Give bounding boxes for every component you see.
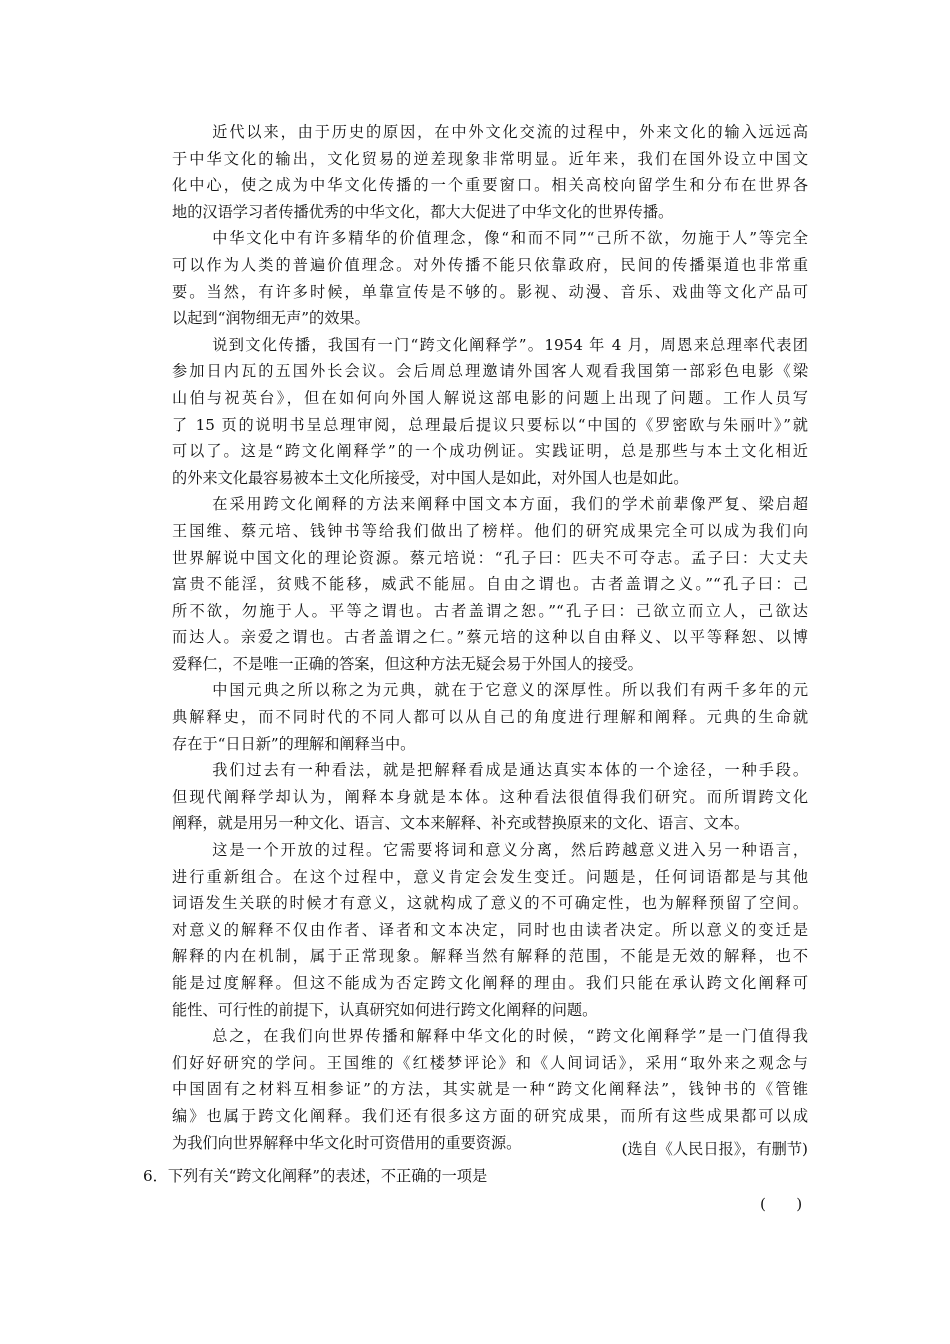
question-6 [143, 1163, 487, 1189]
question-text: 下列有关“跨文化阐释”的表述，不正确的一项是 [167, 1167, 488, 1185]
paragraph-line: 说到文化传播，我国有一门“跨文化阐释学”。1954 年 4 月，周恩来总理率代表团 [212, 335, 808, 354]
paragraph-line: 可以了。这是“跨文化阐释学”的一个成功例证。实践证明，总是那些与本土文化相近 [172, 442, 808, 461]
paragraph-line: 地的汉语学习者传播优秀的中华文化，都大大促进了中华文化的世界传播。 [172, 202, 674, 221]
paragraph-line: 世界解说中国文化的理论资源。蔡元培说：“孔子曰：匹夫不可夺志。孟子曰：大丈夫 [172, 548, 808, 567]
answer-bracket: ( ) [760, 1195, 803, 1213]
paragraph-line: 能性、可行性的前提下，认真研究如何进行跨文化阐释的问题。 [172, 1000, 598, 1019]
paragraph-line: 而达人。亲爱之谓也。古者盖谓之仁。”蔡元培的这种以自由释义、以平等释恕、以博 [172, 628, 808, 647]
paragraph-line: 化中心，使之成为中华文化传播的一个重要窗口。相关高校向留学生和分布在世界各 [172, 176, 808, 195]
paragraph-line: 为我们向世界解释中华文化时可资借用的重要资源。 [172, 1133, 522, 1152]
paragraph-line: 阐释，就是用另一种文化、语言、文本来解释、补充或替换原来的文化、语言、文本。 [172, 814, 750, 833]
paragraph-line: 参加日内瓦的五国外长会议。会后周总理邀请外国客人观看我国第一部彩色电影《梁 [172, 362, 808, 381]
paragraph-line: 可以作为人类的普遍价值理念。对外传播不能只依靠政府，民间的传播渠道也非常重 [172, 255, 808, 274]
article-paragraph [172, 837, 808, 1023]
article-paragraph [172, 119, 808, 225]
article-paragraph [172, 677, 808, 757]
paragraph-line: 解释的内在机制，属于正常现象。解释当然有解释的范围，不能是无效的解释，也不 [172, 947, 808, 966]
paragraph-line: 存在于“日日新”的理解和阐释当中。 [172, 734, 416, 753]
paragraph-line: 但现代阐释学却认为，阐释本身就是本体。这种看法很值得我们研究。而所谓跨文化 [172, 787, 808, 806]
article-paragraph [172, 225, 808, 331]
paragraph-line: 这是一个开放的过程。它需要将词和意义分离，然后跨越意义进入另一种语言， [212, 841, 808, 860]
paragraph-line: 典解释史，而不同时代的不同人都可以从自己的角度进行理解和阐释。元典的生命就 [172, 708, 808, 727]
article-source: (选自《人民日报》，有删节) [621, 1140, 808, 1158]
paragraph-line: 以起到“润物细无声”的效果。 [172, 309, 370, 328]
question-number: 6． [143, 1167, 168, 1185]
paragraph-line: 们好好研究的学问。王国维的《红楼梦评论》和《人间词话》，采用“取外来之观念与 [172, 1053, 808, 1072]
paragraph-line: 我们过去有一种看法，就是把解释看成是通达真实本体的一个途径，一种手段。 [212, 761, 808, 780]
paragraph-line: 中华文化中有许多精华的价值理念，像“和而不同”“己所不欲，勿施于人”等完全 [212, 229, 808, 248]
paragraph-line: 王国维、蔡元培、钱钟书等给我们做出了榜样。他们的研究成果完全可以成为我们向 [172, 521, 808, 540]
paragraph-line: 于中华文化的输出，文化贸易的逆差现象非常明显。近年来，我们在国外设立中国文 [172, 149, 808, 168]
paragraph-line: 的外来文化最容易被本土文化所接受，对中国人是如此，对外国人也是如此。 [172, 468, 689, 487]
paragraph-line: 富贵不能淫，贫贱不能移，威武不能屈。自由之谓也。古者盖谓之义。”“孔子曰：己 [172, 575, 808, 594]
paragraph-line: 爱释仁，不是唯一正确的答案，但这种方法无疑会易于外国人的接受。 [172, 654, 643, 673]
paragraph-line: 所不欲，勿施于人。平等之谓也。古者盖谓之恕。”“孔子曰：己欲立而立人，己欲达 [172, 601, 808, 620]
paragraph-line: 词语发生关联的时候才有意义，这就构成了意义的不可确定性，也为解释预留了空间。 [172, 894, 808, 913]
paragraph-line: 近代以来，由于历史的原因，在中外文化交流的过程中，外来文化的输入远远高 [212, 123, 808, 141]
paragraph-line: 能是过度解释。但这不能成为否定跨文化阐释的理由。我们只能在承认跨文化阐释可 [172, 974, 808, 992]
article-paragraph [172, 491, 808, 677]
article-paragraph [172, 332, 808, 492]
paragraph-line: 在采用跨文化阐释的方法来阐释中国文本方面，我们的学术前辈像严复、梁启超 [212, 495, 808, 514]
paragraph-line: 要。当然，有许多时候，单靠宣传是不够的。影视、动漫、音乐、戏曲等文化产品可 [172, 282, 808, 301]
paragraph-line: 中国元典之所以称之为元典，就在于它意义的深厚性。所以我们有两千多年的元 [212, 681, 808, 700]
paragraph-line: 总之，在我们向世界传播和解释中华文化的时候，“跨文化阐释学”是一门值得我 [212, 1027, 808, 1046]
paragraph-line: 对意义的解释不仅由作者、译者和文本决定，同时也由读者决定。所以意义的变迁是 [172, 920, 808, 939]
paragraph-line: 了 15 页的说明书呈总理审阅，总理最后提议只要标以“中国的《罗密欧与朱丽叶》”就 [172, 415, 808, 434]
paragraph-line: 进行重新组合。在这个过程中，意义肯定会发生变迁。问题是，任何词语都是与其他 [172, 867, 808, 886]
article-body [172, 119, 808, 1156]
article-paragraph [172, 757, 808, 837]
paragraph-line: 编》也属于跨文化阐释。我们还有很多这方面的研究成果，而所有这些成果都可以成 [172, 1106, 808, 1125]
paragraph-line: 山伯与祝英台》，但在如何向外国人解说这部电影的问题上出现了问题。工作人员写 [172, 388, 808, 407]
paragraph-line: 中国固有之材料互相参证”的方法，其实就是一种“跨文化阐释法”，钱钟书的《管锥 [172, 1080, 808, 1099]
